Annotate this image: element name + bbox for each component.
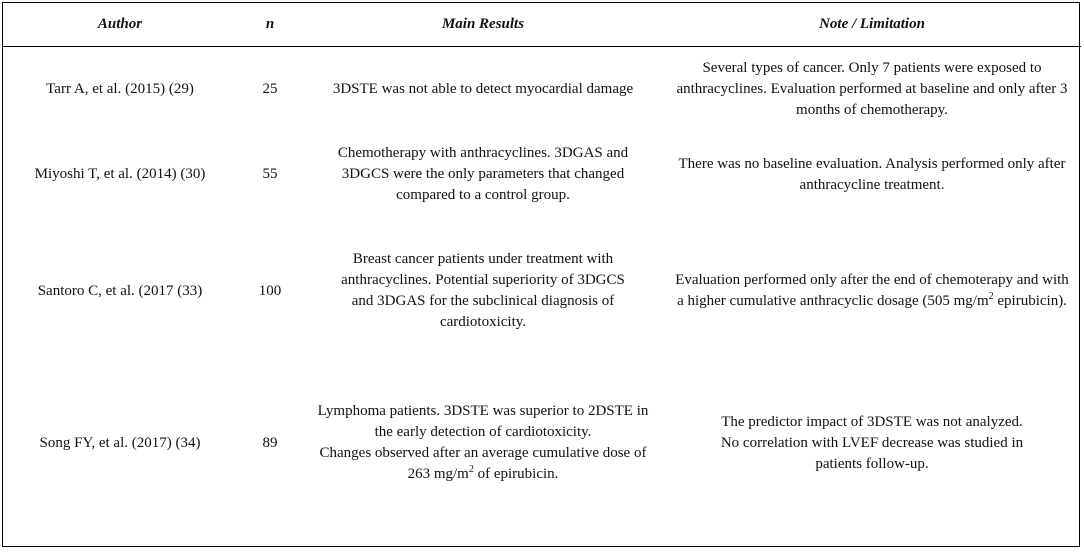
main-results-cell: [303, 47, 663, 133]
main-results-line: cardiotoxicity.: [439, 314, 527, 330]
note-line: Evaluation performed only after the end of chemoterapy and with: [675, 272, 1069, 288]
note-cell: [663, 47, 1081, 133]
n-cell: 100: [258, 282, 282, 299]
main-results-cell: [303, 217, 663, 365]
note-line: No correlation with LVEF decrease was studied in: [720, 434, 1024, 451]
results-table-frame: [2, 2, 1080, 547]
main-results-line: 3DGCS were the only parameters that changed: [341, 166, 625, 182]
main-results-line: Breast cancer patients under treatment with: [352, 251, 614, 267]
main-results-line: the early detection of cardiotoxicity.: [374, 424, 592, 440]
note-cell: [663, 132, 1081, 217]
main-results-line: compared to a control group.: [396, 187, 570, 203]
n-cell: 55: [262, 166, 278, 182]
author-cell: Miyoshi T, et al. (2014) (30): [34, 166, 206, 182]
note-cell: [663, 365, 1081, 521]
table-row: [3, 217, 1081, 365]
main-results-line: Lymphoma patients. 3DSTE was superior to 2DSTE in: [317, 403, 649, 419]
note-line: Several types of cancer. Only 7 patients were exposed to: [702, 60, 1042, 76]
header-row: [3, 3, 1081, 47]
table-row: [3, 365, 1081, 521]
header-note-limitation: Note / Limitation: [663, 3, 1081, 47]
superscript: 2: [988, 291, 994, 302]
note-line: months of chemotherapy.: [796, 102, 948, 118]
main-results-cell: [303, 365, 663, 521]
main-results-line: and 3DGAS for the subclinical diagnosis of: [351, 293, 615, 309]
n-cell: 25: [262, 81, 278, 97]
main-results-line: anthracyclines. Potential superiority of 3DGCS: [341, 272, 625, 288]
header-n: n: [237, 3, 303, 47]
note-line: anthracyclines. Evaluation performed at baseline and only after 3: [676, 81, 1068, 97]
header-main-results: Main Results: [303, 3, 663, 47]
table-row: [3, 47, 1081, 133]
header-author: Author: [3, 3, 237, 47]
results-table: [3, 3, 1081, 521]
author-cell: Tarr A, et al. (2015) (29): [46, 81, 194, 97]
note-line: anthracycline treatment.: [799, 176, 945, 193]
main-results-cell: [303, 132, 663, 217]
main-results-text: 263 mg/m: [407, 466, 469, 482]
main-results-text: of epirubicin.: [473, 466, 559, 482]
table-row: [3, 132, 1081, 217]
note-text: epirubicin).: [993, 293, 1067, 309]
author-cell: Song FY, et al. (2017) (34): [39, 434, 201, 451]
note-line: [677, 293, 1067, 309]
note-cell: [663, 217, 1081, 365]
main-results-line: 3DSTE was not able to detect myocardial damage: [332, 81, 634, 97]
note-line: The predictor impact of 3DSTE was not analyzed.: [721, 413, 1023, 430]
n-cell: 89: [262, 434, 278, 451]
note-line: patients follow-up.: [815, 455, 929, 472]
main-results-line: Changes observed after an average cumulative dose of: [319, 445, 647, 461]
note-line: There was no baseline evaluation. Analysis performed only after: [678, 155, 1066, 172]
note-text: a higher cumulative anthracyclic dosage (505 mg/m: [677, 293, 989, 309]
main-results-line: [408, 466, 559, 482]
superscript: 2: [468, 464, 474, 475]
author-cell: Santoro C, et al. (2017 (33): [37, 282, 203, 299]
main-results-line: Chemotherapy with anthracyclines. 3DGAS and: [337, 145, 629, 161]
